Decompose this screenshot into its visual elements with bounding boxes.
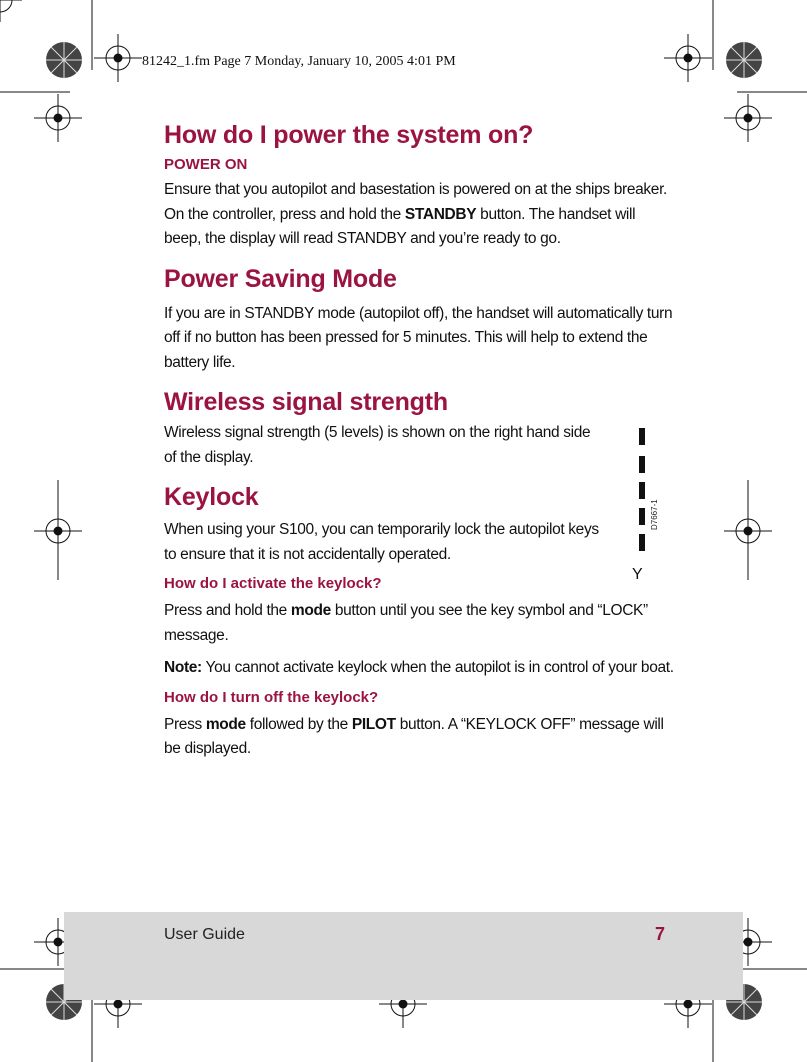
off-text-3: button. A “KEYLOCK OFF” message will be displayed. [164, 715, 664, 757]
activate-text-2: button until you see the key symbol and “LOCK” message. [164, 602, 648, 644]
signal-bar [639, 482, 645, 499]
paragraph-activate-keylock [164, 599, 674, 648]
off-text-1: Press [164, 715, 206, 733]
heading-keylock: Keylock [164, 483, 259, 511]
file-header-line: 81242_1.fm Page 7 Monday, January 10, 2005 4:01 PM [142, 54, 456, 69]
note-text: You cannot activate keylock when the autopilot is in control of your boat. [201, 659, 674, 676]
note-label: Note: [164, 659, 202, 676]
page-number: 7 [654, 924, 665, 944]
page-footer [64, 912, 743, 1000]
figure-code: D7667-1 [650, 499, 659, 530]
signal-bar [639, 428, 645, 445]
keyword-standby: STANDBY [404, 205, 477, 223]
paragraph-wireless: Wireless signal strength (5 levels) is shown on the right hand side of the display. [164, 424, 591, 466]
heading-power-saving: Power Saving Mode [164, 264, 397, 293]
activate-text-1: Press and hold the [164, 602, 291, 619]
power-on-text-2: button. The handset will beep, the display will read STANDBY and you’re ready to go. [164, 205, 636, 247]
heading-power-on: How do I power the system on? [164, 121, 534, 149]
paragraph-turn-off-keylock [164, 713, 674, 762]
paragraph-power-saving: If you are in STANDBY mode (autopilot off), the handset will automatically turn off if no button has been pressed for 5 minutes. This will help to extend the battery life. [164, 304, 673, 371]
keyword-mode-2: mode [205, 715, 246, 733]
paragraph-power-on [164, 178, 674, 252]
subheading-activate-keylock: How do I activate the keylock? [164, 575, 382, 592]
antenna-icon: Y [632, 566, 643, 583]
registration-target [0, 0, 22, 22]
signal-bar [639, 456, 645, 473]
note-paragraph [164, 656, 674, 681]
power-on-text-1: Ensure that you autopilot and basestation is powered on at the ships breaker. On the controller, press and hold the [164, 181, 667, 223]
heading-wireless: Wireless signal strength [164, 388, 448, 416]
signal-bar [639, 508, 645, 525]
signal-bar [639, 534, 645, 551]
subheading-power-on: POWER ON [164, 156, 248, 173]
page-content [164, 120, 674, 762]
off-text-2: followed by the [245, 715, 352, 733]
keyword-mode: mode [290, 602, 331, 619]
keyword-pilot: PILOT [351, 715, 396, 733]
subheading-turn-off-keylock: How do I turn off the keylock? [164, 688, 379, 706]
footer-label: User Guide [164, 926, 245, 943]
paragraph-keylock: When using your S100, you can temporarily lock the autopilot keys to ensure that it is not accidentally operated. [164, 521, 599, 563]
